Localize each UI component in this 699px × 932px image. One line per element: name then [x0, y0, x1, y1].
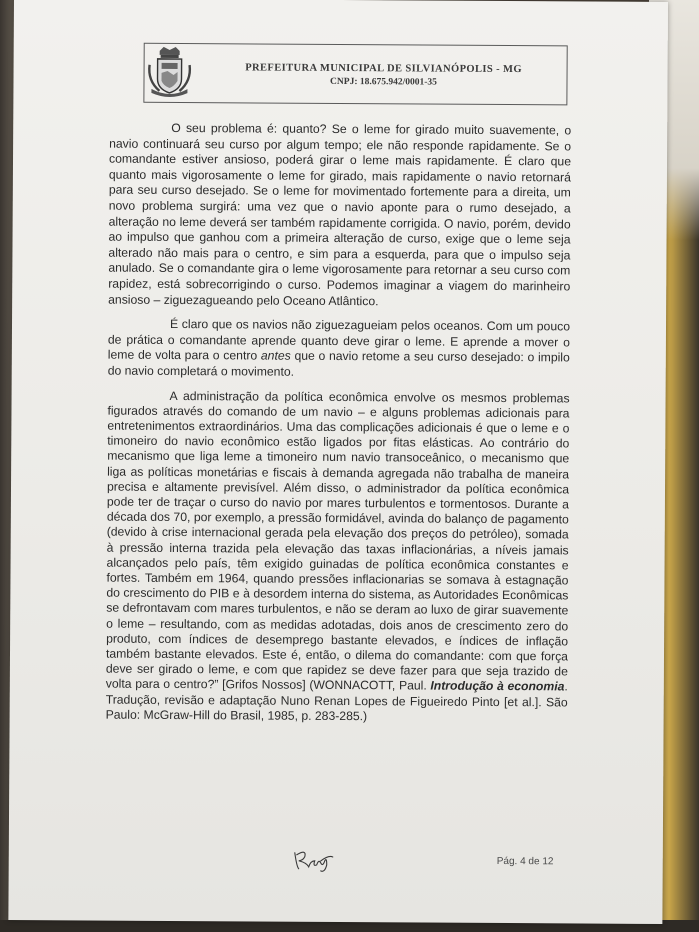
document-page — [8, 0, 668, 924]
page-number: Pág. 4 de 12 — [496, 855, 554, 868]
paragraph-2 — [108, 317, 570, 382]
book-title: Introdução à economia — [430, 678, 565, 694]
cnpj-number: CNPJ: 18.675.942/0001-35 — [330, 76, 437, 88]
paragraph-1: O seu problema é: quanto? Se o leme for girado muito suavemente, o navio continuará seu curso por algum tempo; ele não responde rapidamente. Se o comandante estiver ansioso, poderá girar o leme mais rapidamente. É claro que quanto mais vigorosamente o leme for girado, mais rapidamente o navio retornará para seu curso desejado. Se o leme for movimentado fortemente para a direita, um novo problema surgirá: uma vez que o navio aponte para o rumo desejado, a alteração no leme deverá ser também rapidamente corrigida. O navio, porém, devido ao impulso que ganhou com a primeira alteração de curso, exige que o leme seja alterado não mais para o centro, e sim para a esquerda, para que o impulso seja anulado. Se o comandante gira o leme vigorosamente para retornar a seu curso com rapidez, está sobrecorrigindo o curso. Podemos imaginar a viagem do marinheiro ansioso – ziguezagueando pelo Oceano Atlântico. — [108, 120, 572, 308]
paragraph-3-citation: . Tradução, revisão e adaptação Nuno Renan Lopes de Figueiredo Pinto [et al.]. São Paulo: McGraw-Hill do Brasil, 1985, p. 283-285.) — [105, 679, 568, 723]
quoted-text-body — [106, 121, 572, 735]
paragraph-3 — [106, 388, 570, 725]
paragraph-2-start: É claro que os navios não ziguezagueiam pelos oceanos. Com um pouco de prática o comandante aprende quanto deve girar o leme. E aprende a mover o leme de volta para o centro — [107, 317, 571, 363]
paragraph-2-emphasis: antes — [260, 348, 291, 364]
paragraph-2-end: que o navio retome a seu curso desejado: o impilo do navio completará o movimento. — [107, 349, 570, 379]
municipality-name: PREFEITURA MUNICIPAL DE SILVIANÓPOLIS - MG — [245, 62, 522, 76]
municipal-coat-of-arms-icon — [145, 45, 193, 99]
handwritten-signature-icon — [291, 847, 337, 875]
paragraph-3-start: A administração da política econômica envolve os mesmos problemas figurados através do comando de um navio – e alguns problemas adicionais para entretenimentos extraordinários. Uma das complicações adicionais é que o leme e o timoneiro do navio econômico estão ligados por fitas elásticas. Ao contrário do mecanismo que liga leme a timoneiro num navio transoceânico, o mecanismo que liga as políticas monetárias e fiscais à demanda agregada não trabalha de maneira precisa e altamente previsível. Além disso, o administrador da política econômica pode ter de traçar o curso do navio por mares turbulentos e tormentosos. Durante a década dos 70, por exemplo, a pressão formidável, avinda do balanço de pagamento (devido à crise internacional gerada pela elevação dos preços do petróleo), somada à pressão interna trazida pela elevação das taxas inflacionárias, a níveis jamais alcançados pelo país, têm exigido guinadas de política econômica constantes e fortes. Também em 1964, quando pressões inflacionarias se somava à estagnação do crescimento do PIB e à desordem interna do sistema, as Autoridades Econômicas se defrontavam com mares turbulentos, e não se deram ao luxo de girar suavemente o leme – resultando, com as medidas adotadas, dois anos de crescimento zero do produto, com índices de desemprego bastante elevados, e índices de inflação também bastante elevados. Este é, então, o dilema do comandante: com que força deve ser girado o leme, e com que rapidez se deve fazer para que seja trazido de volta para o centro?” [Grifos Nossos] (WONNACOTT, Paul. — [105, 388, 570, 693]
